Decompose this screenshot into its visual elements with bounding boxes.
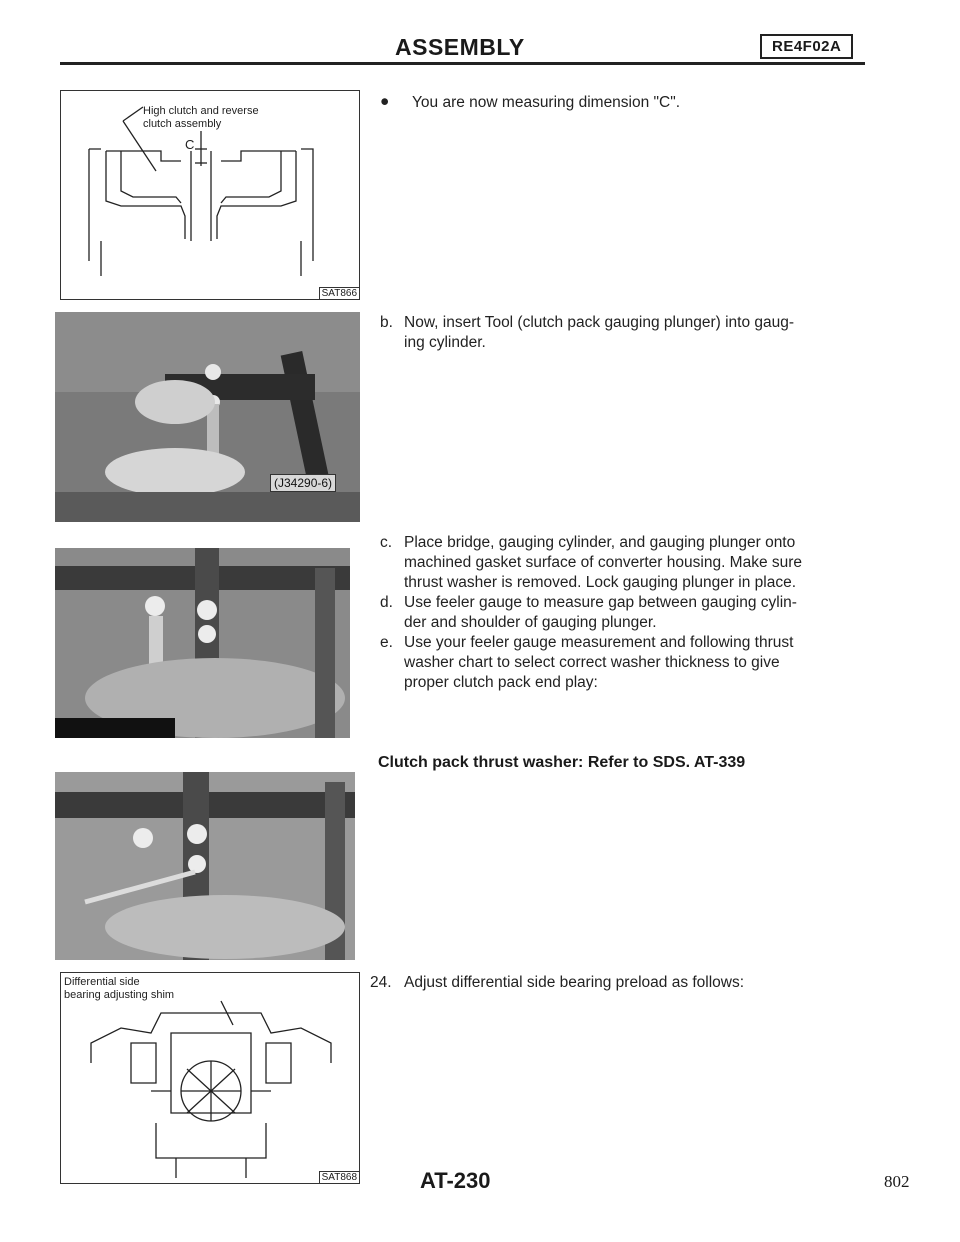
step-label: 24. <box>370 974 392 991</box>
bullet-dot: ● <box>380 93 390 110</box>
photo-gauging-bridge-drawing <box>55 548 350 738</box>
figure-code: SAT868 <box>319 1171 360 1184</box>
figure-code: SAT866 <box>319 287 360 300</box>
dimension-label: C <box>185 137 195 152</box>
page-title: ASSEMBLY <box>395 34 525 60</box>
model-code-badge: RE4F02A <box>760 34 853 59</box>
figure-clutch-assembly-diagram <box>60 90 360 300</box>
clutch-diagram-drawing <box>61 91 359 299</box>
photo-gauging-bridge <box>55 548 350 738</box>
photo-feeler-gauge <box>55 772 355 960</box>
step-text: Use your feeler gauge measurement and following thrust washer chart to select correct washer thickness to give proper clutch pack end play: <box>404 634 794 691</box>
header-divider <box>60 62 865 65</box>
step-text: Adjust differential side bearing preload as follows: <box>404 974 745 991</box>
figure-callout: Differential side bearing adjusting shim <box>64 976 175 1001</box>
page-code: AT-230 <box>420 1168 491 1193</box>
step-text: Now, insert Tool (clutch pack gauging plunger) into gaug- ing cylinder. <box>404 314 795 351</box>
photo-feeler-gauge-drawing <box>55 772 355 960</box>
bullet-text: You are now measuring dimension "C". <box>412 94 681 111</box>
step-label: c. <box>380 534 393 551</box>
sds-reference: Clutch pack thrust washer: Refer to SDS. AT-339 <box>378 754 746 771</box>
step-text: Place bridge, gauging cylinder, and gauging plunger onto machined gasket surface of converter housing. Make sure thrust washer is removed. Lock gauging plunger in place. <box>404 534 803 591</box>
differential-diagram-drawing <box>61 973 359 1183</box>
figure-differential-diagram <box>60 972 360 1184</box>
tool-number-label: (J34290-6) <box>270 474 336 492</box>
figure-callout: High clutch and reverse clutch assembly <box>143 105 259 130</box>
step-text: Use feeler gauge to measure gap between gauging cylin- der and shoulder of gauging plunger. <box>404 594 797 631</box>
step-label: e. <box>380 634 393 651</box>
step-label: b. <box>380 314 393 331</box>
step-label: d. <box>380 594 393 611</box>
photo-insert-plunger <box>55 312 360 522</box>
page-number: 802 <box>884 1172 910 1191</box>
